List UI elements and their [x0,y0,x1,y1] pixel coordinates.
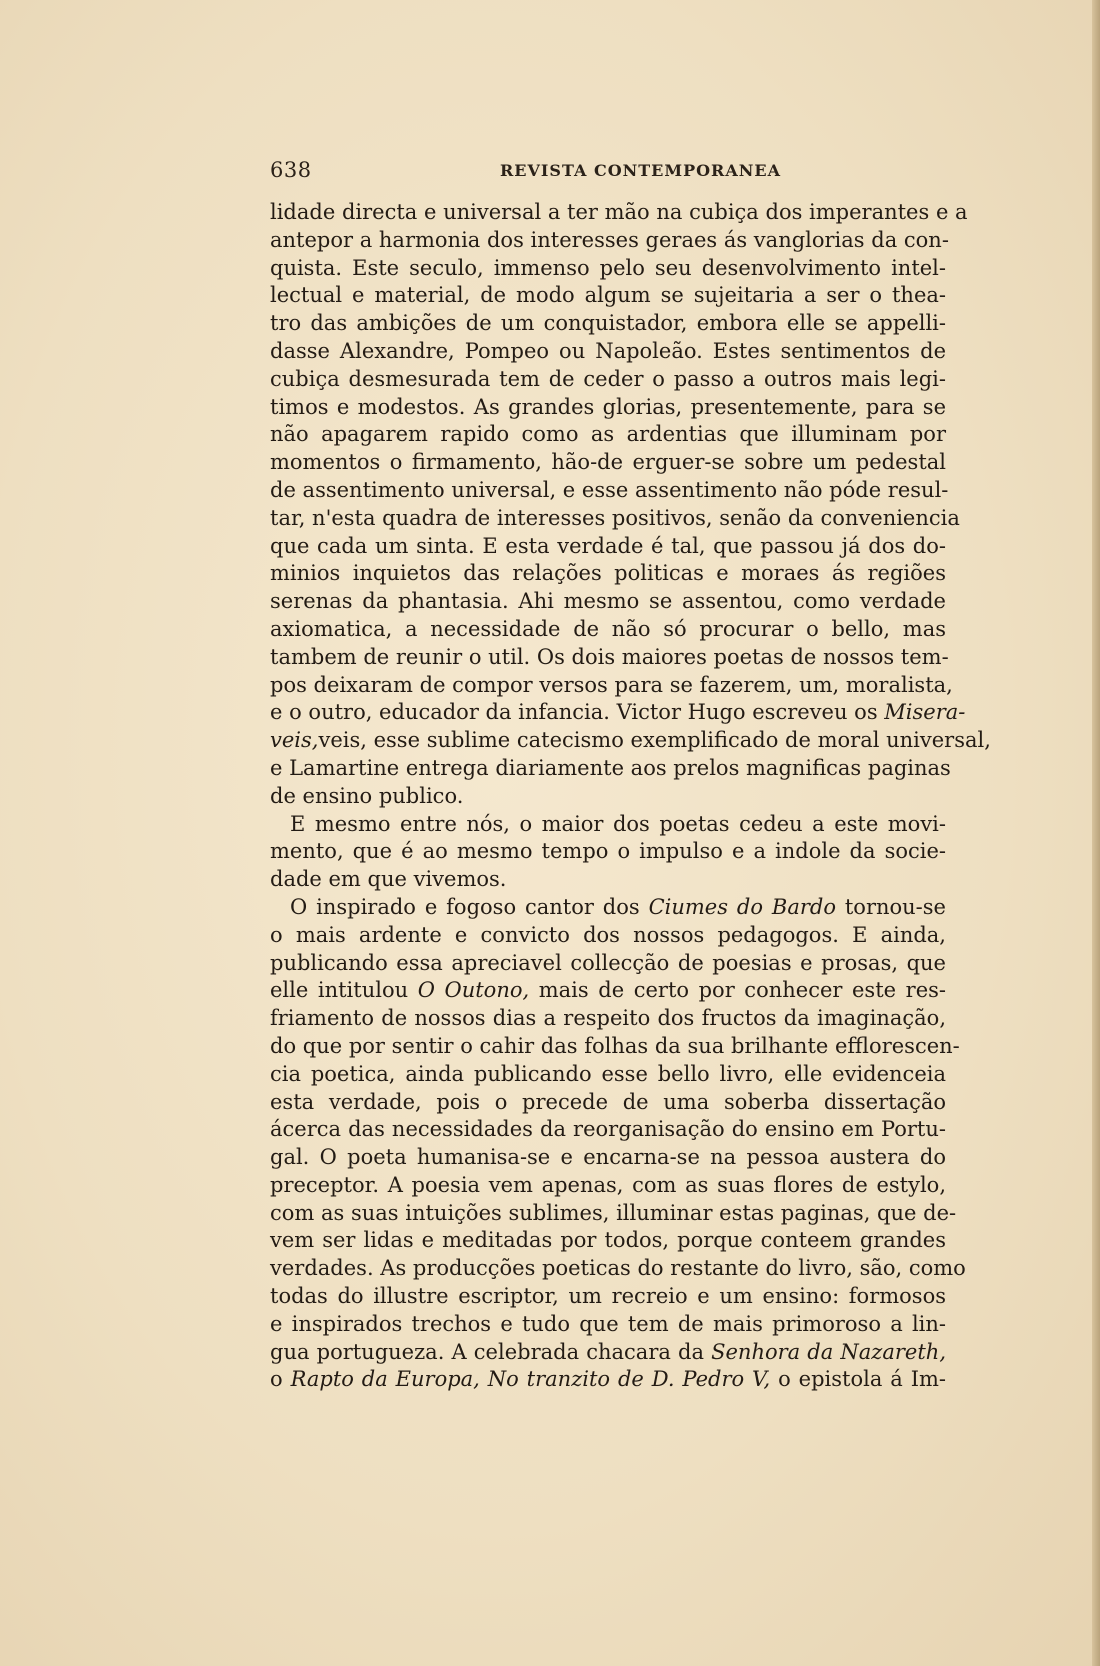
text-line: preceptor. A poesia vem apenas, com as suas flores de estylo, [270,1172,946,1197]
text-line: vem ser lidas e meditadas por todos, porque conteem grandes [270,1228,946,1253]
text-line [270,699,966,727]
page-header [270,158,946,184]
running-title: REVISTA CONTEMPORANEA [500,161,781,180]
text-fragment: O inspirado e fogoso cantor dos [290,894,649,919]
text-line: esta verdade, pois o precede de uma soberba dissertação [270,1089,946,1114]
page-number: 638 [270,158,312,182]
text-line: do que por sentir o cahir das folhas da sua brilhante efflorescen- [270,1033,960,1058]
text-line [270,894,946,922]
body-text [270,199,991,1394]
text-line: cia poetica, ainda publicando esse bello livro, elle evidenceia [270,1061,946,1086]
text-line: lidade directa e universal a ter mão na cubiça dos imperantes e a [270,200,968,224]
italic-title: veis, [270,728,319,753]
text-line: antepor a harmonia dos interesses geraes ás vanglorias da con- [270,227,949,252]
italic-title: Rapto da Europa, No tranzito de D. Pedro V, [290,1367,771,1392]
text-line: E mesmo entre nós, o maior dos poetas cedeu a este movi- [290,811,946,836]
text-line: tar, n'esta quadra de interesses positivos, senão da conveniencia [270,505,960,530]
text-line: de assentimento universal, e esse assentimento não póde resul- [270,477,949,502]
text-fragment: o epistola á Im- [770,1367,947,1392]
text-line: minios inquietos das relações politicas e moraes ás regiões [270,561,946,586]
text-line: publicando essa apreciavel collecção de poesias e prosas, que [270,950,946,975]
text-line: não apagarem rapido como as ardentias que illuminam por [270,422,946,447]
italic-title: Misera- [884,700,966,725]
italic-title: Ciumes do Bardo [648,894,836,919]
text-line: timos e modestos. As grandes glorias, presentemente, para se [270,394,946,419]
text-fragment: mais de certo por conhecer este res- [529,978,946,1003]
text-line: friamento de nossos dias a respeito dos fructos da imaginação, [270,1006,946,1031]
text-line: ácerca das necessidades da reorganisação do ensino em Portu- [270,1117,946,1142]
text-line: lectual e material, de modo algum se sujeitaria a ser o thea- [270,283,946,308]
text-fragment: elle intitulou [270,978,418,1003]
text-line: tambem de reunir o util. Os dois maiores poetas de nossos tem- [270,644,949,669]
text-line: que cada um sinta. E esta verdade é tal, que passou já dos do- [270,533,946,558]
italic-title: Senhora da Nazareth, [711,1339,946,1364]
text-line: mento, que é ao mesmo tempo o impulso e a indole da socie- [270,839,946,864]
text-line [270,1339,946,1367]
text-fragment: e o outro, educador da infancia. Victor Hugo escreveu os [270,700,885,725]
text-line: gal. O poeta humanisa-se e encarna-se na pessoa austera do [270,1145,946,1170]
text-fragment: tornou-se [835,894,946,919]
text-line: quista. Este seculo, immenso pelo seu desenvolvimento intel- [270,255,946,280]
text-line: com as suas intuições sublimes, illuminar estas paginas, que de- [270,1200,957,1225]
text-line: dasse Alexandre, Pompeo ou Napoleão. Estes sentimentos de [270,338,946,363]
text-line: verdades. As producções poeticas do restante do livro, são, como [270,1256,966,1281]
text-line: axiomatica, a necessidade de não só procurar o bello, mas [270,616,946,641]
text-line: e Lamartine entrega diariamente aos prelos magnificas paginas [270,755,951,780]
text-fragment: veis, esse sublime catecismo exemplificado de moral universal, [318,728,991,753]
text-line [270,977,946,1005]
text-line: cubiça desmesurada tem de ceder o passo a outros mais legi- [270,366,946,391]
text-fragment: gua portugueza. A celebrada chacara da [270,1339,712,1364]
text-line: tro das ambições de um conquistador, embora elle se appelli- [270,311,946,336]
text-line: serenas da phantasia. Ahi mesmo se assentou, como verdade [270,589,946,614]
paragraph-1 [270,199,991,811]
text-line: o mais ardente e convicto dos nossos pedagogos. E ainda, [270,922,946,947]
text-line: pos deixaram de compor versos para se fazerem, um, moralista, [270,672,953,697]
text-line: momentos o firmamento, hão-de erguer-se sobre um pedestal [270,450,946,475]
italic-title: O Outono, [417,978,530,1003]
text-line: todas do illustre escriptor, um recreio e um ensino: formosos [270,1284,946,1309]
page-edge [1092,0,1100,1666]
text-fragment: o [270,1367,291,1392]
text-line [270,1366,946,1394]
text-line: dade em que vivemos. [270,867,507,892]
text-line: de ensino publico. [270,783,464,808]
paragraph-2 [270,811,946,894]
paragraph-3 [270,894,966,1394]
text-line: e inspirados trechos e tudo que tem de mais primoroso a lin- [270,1311,946,1336]
text-line [270,727,991,755]
